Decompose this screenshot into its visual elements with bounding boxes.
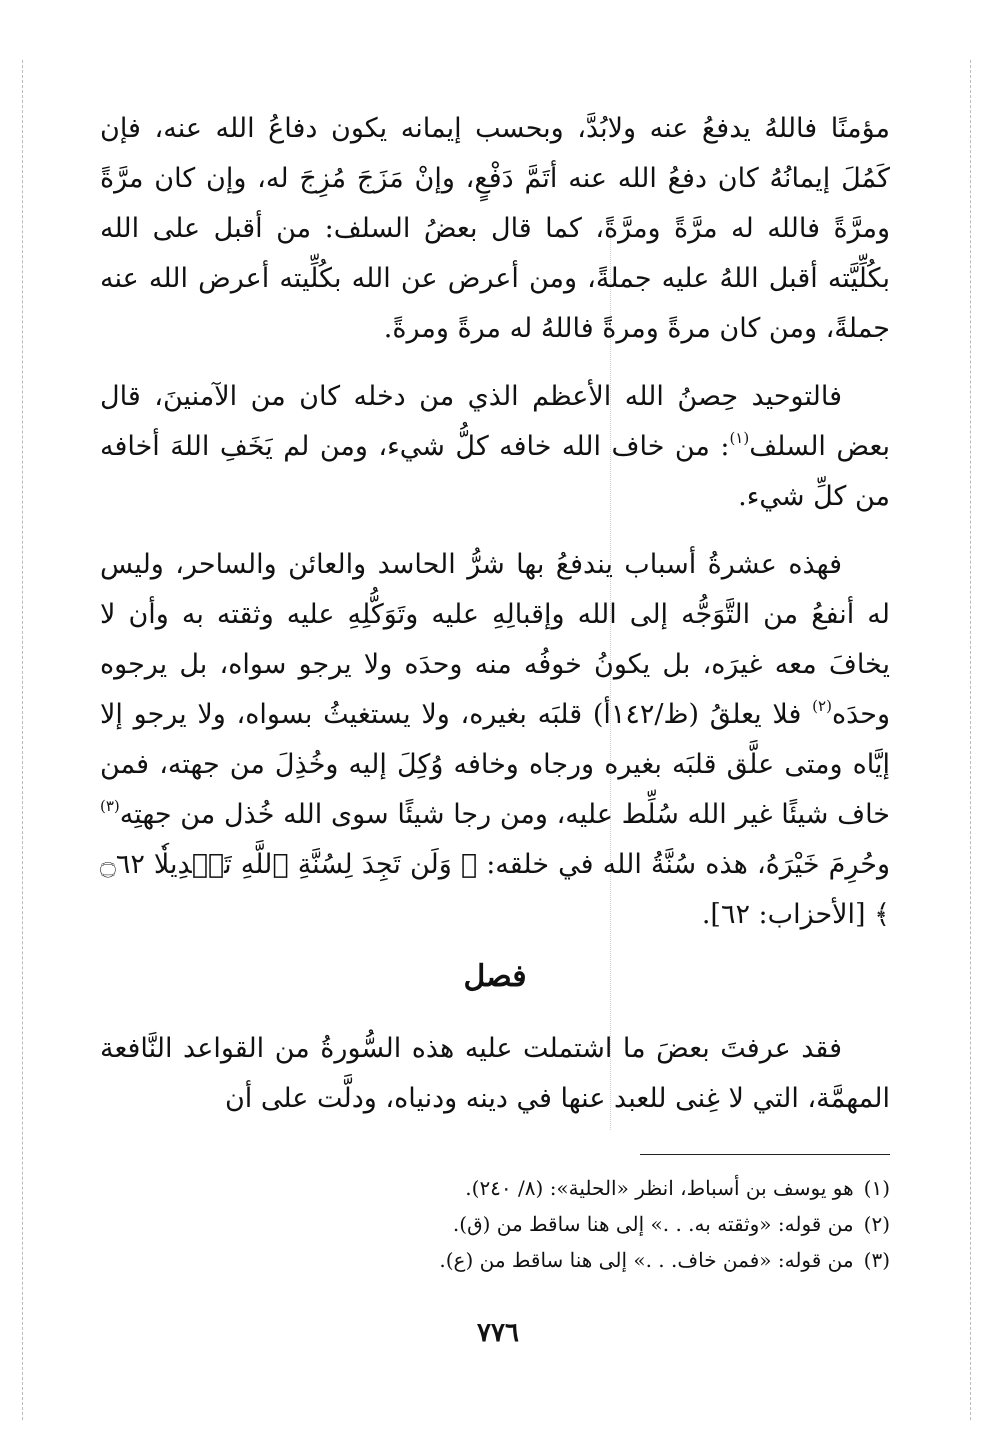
paragraph-4 xyxy=(100,1024,890,1124)
section-title: فصل xyxy=(463,959,527,994)
paragraph-2 xyxy=(100,372,890,522)
footnote-ref-3: (٣) xyxy=(100,797,120,815)
footnote-2 xyxy=(100,1206,890,1242)
paragraph-1-text: مؤمنًا فاللهُ يدفعُ عنه ولابُدَّ، وبحسب إيمانه يكون دفاعُ الله عنه، فإن كَمُلَ إيمانُهُ كان دفعُ الله عنه أتَمَّ دَفْعٍ، وإنْ مَزَجَ مُزِجَ له، وإن كان مرَّةً ومرَّةً فالله له مرَّةً ومرَّةً، كما قال بعضُ السلف: من أقبل على الله بكُلِّيَّته أقبل اللهُ عليه جملةً، ومن أعرض عن الله بكُلِّيته أعرض الله عنه جملةً، ومن كان مرةً ومرةً فاللهُ له مرةً ومرةً. xyxy=(100,113,890,344)
footnotes xyxy=(100,1170,890,1278)
paragraph-1 xyxy=(100,104,890,354)
footnote-ref-1: (١) xyxy=(729,429,750,447)
paragraph-3-text-c: وحُرِمَ خَيْرَهُ، هذه سُنَّةُ الله في خلقه: xyxy=(477,849,890,880)
footnote-number: (٣) xyxy=(863,1248,890,1272)
footnote-text: هو يوسف بن أسباط، انظر «الحلية»: (٨/ ٢٤٠). xyxy=(465,1176,854,1200)
footnote-text: من قوله: «فمن خاف. . .» إلى هنا ساقط من (ع). xyxy=(439,1248,854,1272)
page-number: ٧٧٦ xyxy=(477,1318,519,1348)
paragraph-2-text-b: : من خاف الله خافه كلُّ شيء، ومن لم يَخَفِ اللهَ أخافه من كلِّ شيء. xyxy=(100,431,890,512)
paragraph-2-text-a: فالتوحيد حِصنُ الله الأعظم الذي من دخله كان من الآمنينَ، قال بعض السلف xyxy=(100,381,890,462)
paragraph-3-text-a: فهذه عشرةُ أسباب يندفعُ بها شرُّ الحاسد والعائن والساحر، وليس له أنفعُ من التَّوَجُّه إلى الله وإقبالِهِ عليه وتَوَكُّلِهِ عليه وثقته به وأن لا يخافَ معه غيرَه، بل يكونُ خوفُه منه وحدَه ولا يرجو سواه، بل يرجوه وحدَه xyxy=(100,549,890,730)
paragraph-3-text-b: فلا يعلقُ (ظ/١٤٢أ) قلبَه بغيره، ولا يستغيثُ بسواه، ولا يرجو إلا إيَّاه ومتى علَّق قلبَه بغيره ورجاه وخافه وُكِلَ إليه وخُذِلَ من جهته، فمن خاف شيئًا غير الله سُلِّط عليه، ومن رجا شيئًا سوى الله خُذل من جهتِه xyxy=(100,699,890,830)
quran-verse: ﴿ وَلَن تَجِدَ لِسُنَّةِ ٱللَّهِ تَبۡدِيلٗا ۝٦٢ ﴾ xyxy=(100,849,890,930)
verse-citation: [الأحزاب: ٦٢]. xyxy=(701,899,875,930)
footnote-number: (١) xyxy=(863,1176,890,1200)
footnote-number: (٢) xyxy=(863,1212,890,1236)
footnote-separator xyxy=(640,1154,890,1155)
left-margin-dots xyxy=(22,60,25,1420)
paragraph-4-text: فقد عرفتَ بعضَ ما اشتملت عليه هذه السُّورةُ من القواعد النَّافعة المهمَّة، التي لا غِنى للعبد عنها في دينه ودنياه، ودلَّت على أن xyxy=(100,1033,890,1114)
right-margin-dots xyxy=(970,60,973,1420)
footnote-3 xyxy=(100,1242,890,1278)
footnote-text: من قوله: «وثقته به. . .» إلى هنا ساقط من (ق). xyxy=(452,1212,854,1236)
footnote-1 xyxy=(100,1170,890,1206)
paragraph-3 xyxy=(100,540,890,940)
footnote-ref-2: (٢) xyxy=(812,697,832,715)
